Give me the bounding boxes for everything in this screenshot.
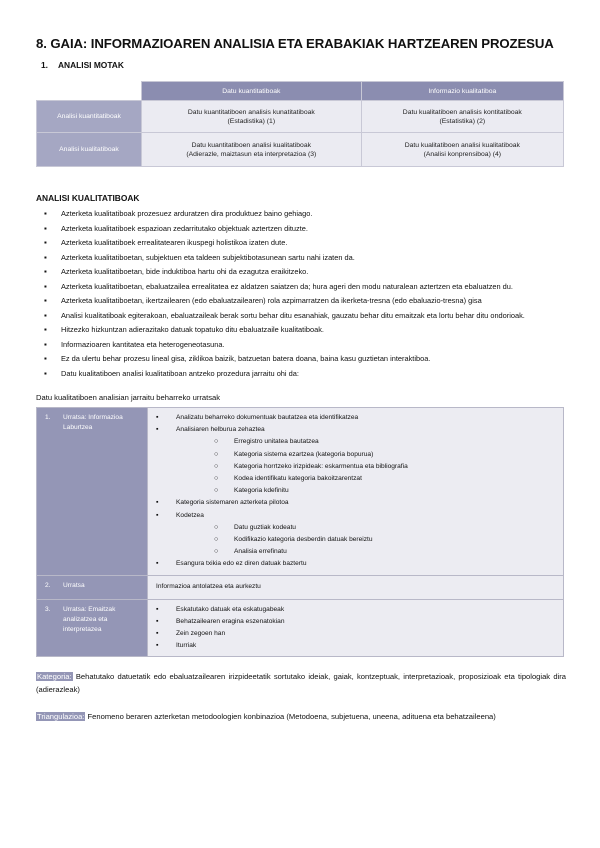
step-label-cell <box>37 408 148 576</box>
step-item <box>156 497 557 509</box>
step-subitem-text: Kategoria sistema ezartzea (kategoria bopurua) <box>234 450 374 458</box>
cell-line: Datu kualitatiboen analisi kualitatiboak <box>404 141 520 149</box>
bullet-icon: ▪ <box>44 368 47 378</box>
step-text: Informazioa antolatzea eta aurkeztu <box>156 582 261 590</box>
step-item-text: Analizatu beharreko dokumentuak bautatzea eta identifikatzea <box>176 414 359 421</box>
cell-line: (Estatistika) (2) <box>439 117 486 125</box>
step-content-cell <box>148 575 564 599</box>
step-content-cell <box>148 408 564 576</box>
cell-line: (Analisi konprensiboa) (4) <box>423 150 502 158</box>
list-item <box>36 367 566 382</box>
bullet-icon: ▪ <box>44 296 47 305</box>
list-item-text: Azterketa kualitatiboetan, subjektuen eta taldeen subjektibotasunean sartu nahi izaten da. <box>61 252 355 262</box>
step-label-wrap <box>45 581 141 591</box>
step-item-text: Kategoria sistemaren azterketa pilotoa <box>176 499 289 507</box>
list-item <box>36 338 566 353</box>
bullet-icon: ▪ <box>44 354 47 363</box>
sub-bullet-icon: ○ <box>214 536 219 544</box>
table-row <box>37 101 564 133</box>
list-item <box>36 280 566 295</box>
sub-bullet-icon: ○ <box>214 548 219 556</box>
bullet-icon: ▪ <box>156 426 159 434</box>
list-item <box>36 323 566 338</box>
table-row <box>37 408 564 576</box>
bullet-icon: ▪ <box>44 252 47 262</box>
bullet-icon: ▪ <box>156 617 159 625</box>
step-item <box>156 628 557 640</box>
step-subitem-text: Analisia errefinatu <box>234 548 287 556</box>
list-item-text: Azterketa kualitatiboek errealitatearen ikuspegi holistikoa izaten dute. <box>61 238 288 247</box>
column-header: Datu kuantitatiboak <box>142 82 362 101</box>
sub-bullet-icon: ○ <box>214 487 219 495</box>
step-subitem <box>176 449 557 461</box>
definition-text: Fenomeno beraren azterketan metodoologien konbinazioa (Metodoena, subjetuena, uneena, adituena eta behatzaileena) <box>87 712 496 722</box>
sub-bullet-icon: ○ <box>214 475 219 483</box>
bullet-icon: ▪ <box>44 223 47 233</box>
cell-line: (Estadistika) (1) <box>227 117 276 125</box>
term-triangulazioa: Triangulazioa: <box>37 712 85 722</box>
step-label-cell <box>37 575 148 599</box>
step-item <box>156 558 557 570</box>
list-item <box>36 265 566 280</box>
step-subitem-text: Kategoria kdefinitu <box>234 487 289 495</box>
bullet-icon: ▪ <box>44 325 47 334</box>
list-item <box>36 352 566 367</box>
step-subitem-text: Datu guztiak kodeatu <box>234 523 296 531</box>
step-subitem-text: Kodifikazio kategoria desberdin datuak bereiztu <box>234 536 373 544</box>
table-cell <box>361 101 563 133</box>
column-header: Informazio kualitatiboa <box>361 82 563 101</box>
step-label: Urratsa <box>63 581 85 589</box>
bullet-icon: ▪ <box>44 267 47 276</box>
step-subitem <box>176 485 557 497</box>
list-item <box>36 294 566 309</box>
list-item-text: Informazioaren kantitatea eta heterogeneotasuna. <box>61 339 225 349</box>
step-item-list <box>156 604 557 653</box>
bullet-icon: ▪ <box>44 209 47 218</box>
page-heading: 8. GAIA: INFORMAZIOAREN ANALISIA ETA ERABAKIAK HARTZEAREN PROZESUA <box>36 36 554 51</box>
section-heading-analisi-motak <box>36 60 566 70</box>
cell-line: Datu kualitatiboen analisis kontitatiboak <box>402 108 522 116</box>
sub-bullet-icon: ○ <box>214 450 219 458</box>
table-row <box>37 133 564 167</box>
table-row <box>37 575 564 599</box>
step-subitem <box>176 546 557 558</box>
step-subitem-text: Erregistro unitatea bautatzea <box>234 438 319 446</box>
sub-bullet-icon: ○ <box>214 523 219 531</box>
step-subitem <box>176 522 557 534</box>
bullet-icon: ▪ <box>156 630 159 638</box>
bullet-icon: ▪ <box>156 560 159 568</box>
list-item <box>36 222 566 237</box>
step-item-text: Iturriak <box>176 642 197 650</box>
section-number: 1. <box>41 60 48 70</box>
step-subitem-list <box>176 522 557 559</box>
list-item <box>36 236 566 251</box>
step-subitem-text: Kategoria horrtzeko irizpideak: eskarmentua eta bibliografia <box>234 462 408 470</box>
cell-line: (Adierazle, maiztasun eta interpretazioa (3) <box>186 150 317 158</box>
step-label-cell <box>37 599 148 657</box>
table-cell <box>361 133 563 167</box>
definition-triangulazioa <box>36 710 566 723</box>
row-header: Analisi kualitatiboak <box>37 133 142 167</box>
step-number: 2. <box>45 581 51 589</box>
sub-bullet-icon: ○ <box>214 462 219 470</box>
step-item-text: Eskatutako datuak eta eskatugabeak <box>176 605 285 613</box>
step-subitem <box>176 461 557 473</box>
list-item-text: Azterketa kualitatiboek espazioan zedarritutako objektuak aztertzen dituzte. <box>61 223 308 233</box>
table-cell <box>142 101 362 133</box>
step-item-text: Behatzailearen eragina eszenatokian <box>176 617 285 625</box>
list-item <box>36 309 566 324</box>
bullet-icon: ▪ <box>44 339 47 349</box>
step-label-wrap <box>45 413 141 433</box>
steps-caption: Datu kualitatiboen analisian jarraitu beharreko urratsak <box>36 393 221 402</box>
definition-text: Behatutako datuetatik edo ebaluatzailearen irizpideetatik sortutako ideiak, gaiak, kontzeptuak, interpretazioak, proposizioak eta tipologiak dira (adierazleak) <box>36 672 566 695</box>
list-item-text: Azterketa kualitatiboak prozesuez arduratzen dira produktuez baino gehiago. <box>61 209 313 218</box>
list-item <box>36 251 566 266</box>
definition-kategoria <box>36 670 566 696</box>
list-item-text: Ez da ulertu behar prozesu lineal gisa, ziklikoa baizik, batzuetan batera doana, baina kasu guztietan interaktiboa. <box>61 354 431 363</box>
table-cell <box>142 133 362 167</box>
list-item-text: Hitzezko hizkuntzan adierazitako datuak topatuko ditu ebaluatzaile kualitatiboak. <box>61 325 324 334</box>
step-content-cell <box>148 599 564 657</box>
bullet-icon: ▪ <box>44 238 47 247</box>
term-kategoria: Kategoria: <box>37 672 72 682</box>
step-item <box>156 412 557 424</box>
step-subitem-text: Kodea identifikatu kategoria bakoitzarentzat <box>234 475 362 483</box>
steps-table <box>36 407 564 657</box>
step-item <box>156 604 557 616</box>
step-subitem <box>176 436 557 448</box>
list-item-text: Analisi kualitatiboak egiterakoan, ebaluatzaileak berak sortu behar ditu esanahiak, gauzatu behar ditu emaitzak eta lortu behar ditu ondorioak. <box>61 310 525 320</box>
step-item-text: Zein zegoen han <box>176 630 226 638</box>
step-item <box>156 510 557 559</box>
bullet-icon: ▪ <box>156 605 159 613</box>
step-item-text: Analisiaren helburua zehaztea <box>176 426 265 434</box>
list-item-text: Azterketa kualitatiboetan, ebaluatzailea errealitatea ez aldatzen saiatzen da; hura ageri den modu naturalean aztertzen eta ebaluatzen du. <box>61 281 513 291</box>
bullet-icon: ▪ <box>156 511 159 519</box>
step-subitem <box>176 473 557 485</box>
cell-line: Datu kuantitatiboen analisis kunatitatiboak <box>187 108 315 116</box>
step-item <box>156 616 557 628</box>
section-heading-analisi-kualitatiboak: ANALISI KUALITATIBOAK <box>36 193 140 203</box>
step-label-wrap <box>45 605 141 635</box>
step-label: Urratsa: Informazioa Laburtzea <box>63 414 123 431</box>
analysis-types-table <box>36 81 564 167</box>
bullet-icon: ▪ <box>44 281 47 291</box>
list-item-text: Datu kualitatiboen analisi kualitatiboan antzeko prozedura jarraitu ohi da: <box>61 368 299 378</box>
table-row <box>37 599 564 657</box>
bullet-icon: ▪ <box>156 499 159 507</box>
bullet-icon: ▪ <box>156 414 159 421</box>
step-item-list <box>156 412 557 571</box>
step-item <box>156 640 557 652</box>
document-page <box>36 34 566 723</box>
section-title: ANALISI MOTAK <box>58 60 124 70</box>
qualitative-bullet-list <box>36 207 566 381</box>
step-item <box>156 424 557 497</box>
cell-line: Datu kuantitatiboen analisi kualitatiboak <box>191 141 312 149</box>
sub-bullet-icon: ○ <box>214 438 219 446</box>
step-subitem <box>176 534 557 546</box>
bullet-icon: ▪ <box>156 642 159 650</box>
list-item <box>36 207 566 222</box>
step-label: Urratsa: Emaitzak analizatzea eta interpretazea <box>63 605 116 633</box>
step-number: 1. <box>45 414 51 421</box>
table-corner <box>37 82 142 101</box>
step-subitem-list <box>176 436 557 497</box>
list-item-text: Azterketa kualitatiboetan, bide induktiboa hartu ohi da ezagutza eraikitzeko. <box>61 267 309 276</box>
bullet-icon: ▪ <box>44 310 47 320</box>
step-item-text: Esangura txikia edo ez diren datuak baztertu <box>176 560 307 568</box>
row-header: Analisi kuantitatiboak <box>37 101 142 133</box>
step-item-text: Kodetzea <box>176 511 204 519</box>
step-number: 3. <box>45 605 51 613</box>
list-item-text: Azterketa kualitatiboetan, ikertzailearen (edo ebaluatzailearen) rola azpimarratzen da ikerketa-tresna (edo ebaluazio-tresna) gisa <box>61 296 482 305</box>
